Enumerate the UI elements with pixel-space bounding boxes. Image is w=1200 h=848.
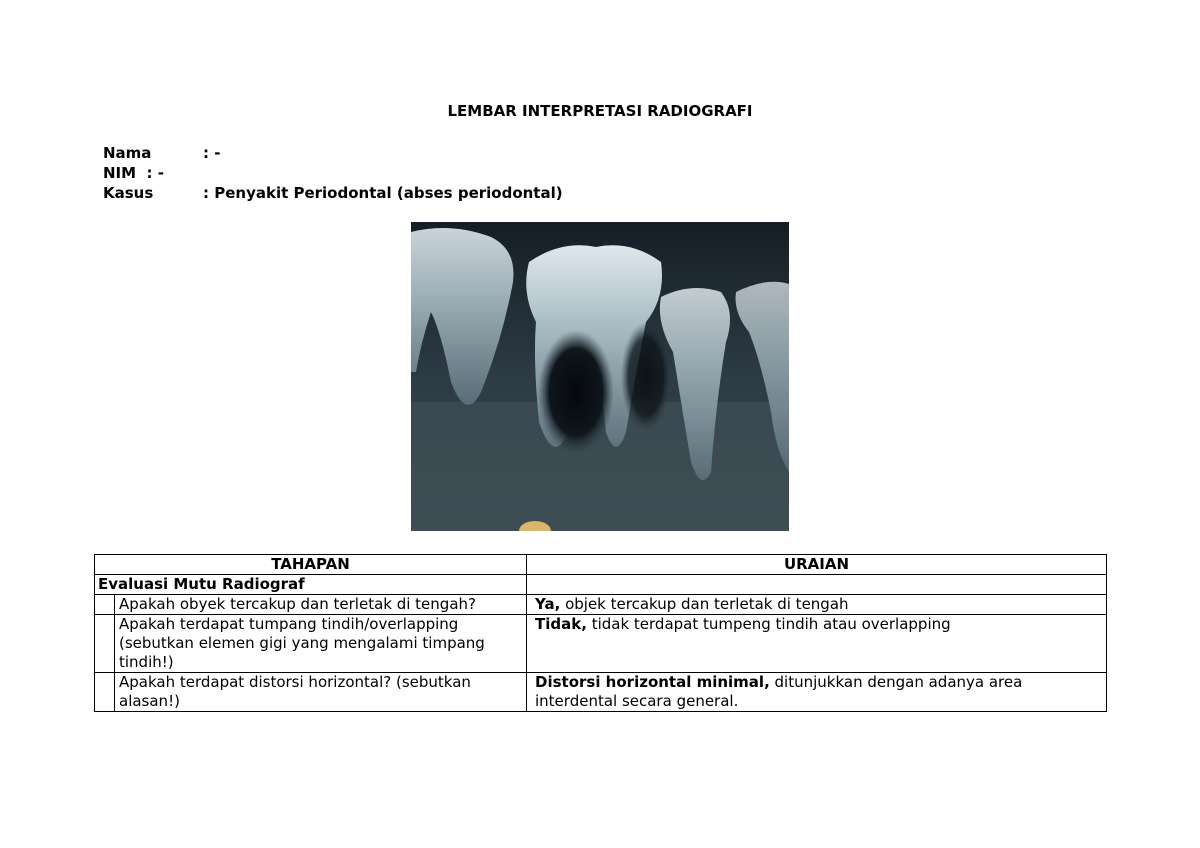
kasus-label: Kasus bbox=[103, 184, 154, 202]
patient-info bbox=[103, 143, 563, 203]
answer-text: objek tercakup dan terletak di tengah bbox=[560, 595, 849, 613]
answer-text: ditunjukkan dengan adanya area interdental secara general. bbox=[535, 673, 1023, 710]
answer-cell bbox=[527, 615, 1107, 673]
section-row bbox=[95, 575, 1107, 595]
answer-bold: Ya, bbox=[535, 595, 561, 613]
header-uraian: URAIAN bbox=[527, 555, 1107, 575]
table-row bbox=[95, 595, 1107, 615]
interpretation-table bbox=[94, 554, 1107, 712]
dental-radiograph-image bbox=[411, 222, 789, 531]
table-header-row bbox=[95, 555, 1107, 575]
nama-value: : - bbox=[203, 144, 221, 162]
kasus-row bbox=[103, 183, 563, 203]
answer-cell bbox=[527, 595, 1107, 615]
nama-row bbox=[103, 143, 563, 163]
nama-label: Nama bbox=[103, 144, 152, 162]
page-title: LEMBAR INTERPRETASI RADIOGRAFI bbox=[447, 102, 753, 120]
kasus-value: : Penyakit Periodontal (abses periodontal) bbox=[203, 184, 563, 202]
table-row bbox=[95, 673, 1107, 712]
answer-bold: Distorsi horizontal minimal, bbox=[535, 673, 770, 691]
table-row bbox=[95, 615, 1107, 673]
section-title: Evaluasi Mutu Radiograf bbox=[95, 575, 527, 595]
nim-value: : - bbox=[146, 164, 164, 182]
row-gutter bbox=[95, 595, 115, 615]
answer-cell bbox=[527, 673, 1107, 712]
answer-bold: Tidak, bbox=[535, 615, 587, 633]
row-gutter bbox=[95, 673, 115, 712]
header-tahapan: TAHAPAN bbox=[95, 555, 527, 575]
nim-row bbox=[103, 163, 563, 183]
section-empty-cell bbox=[527, 575, 1107, 595]
nim-label: NIM bbox=[103, 164, 137, 182]
question-cell: Apakah terdapat distorsi horizontal? (sebutkan alasan!) bbox=[115, 673, 527, 712]
question-cell: Apakah obyek tercakup dan terletak di tengah? bbox=[115, 595, 527, 615]
row-gutter bbox=[95, 615, 115, 673]
question-cell: Apakah terdapat tumpang tindih/overlapping (sebutkan elemen gigi yang mengalami timpang tindih!) bbox=[115, 615, 527, 673]
answer-text: tidak terdapat tumpeng tindih atau overlapping bbox=[586, 615, 951, 633]
